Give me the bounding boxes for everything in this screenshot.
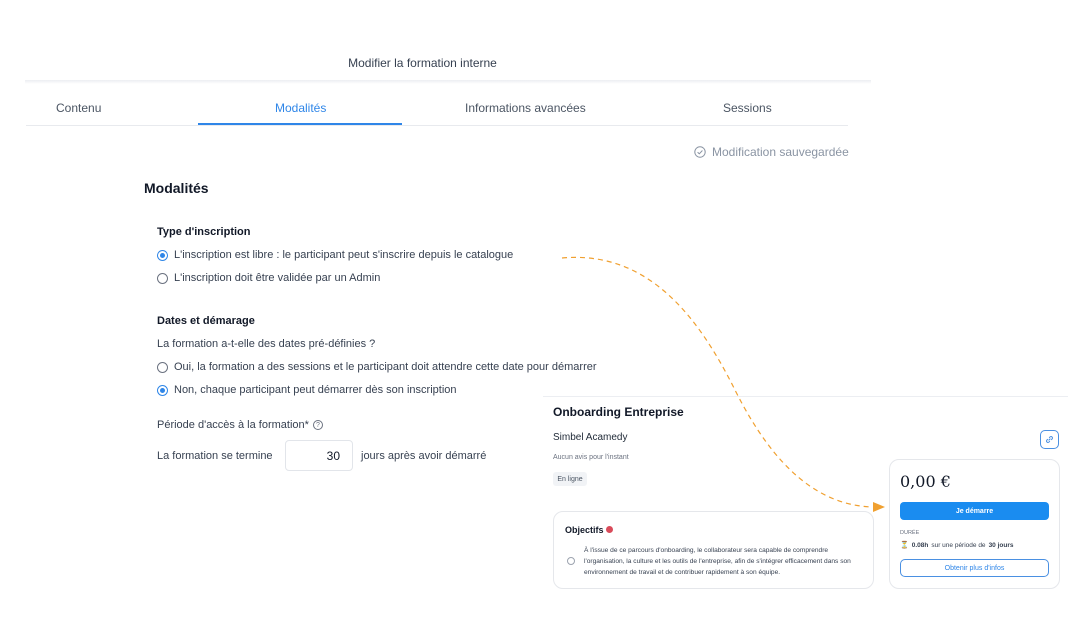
- link-icon: [1044, 434, 1055, 445]
- radio-dates-oui[interactable]: [157, 361, 597, 373]
- dates-heading: Dates et démarage: [157, 315, 255, 327]
- tab-informations-avancees[interactable]: Informations avancées: [465, 101, 586, 115]
- question-circle-icon[interactable]: ?: [313, 420, 323, 430]
- start-button[interactable]: Je démarre: [900, 502, 1049, 520]
- dates-question: La formation a-t-elle des dates pré-définies ?: [157, 338, 376, 350]
- reviews-text: Aucun avis pour l'instant: [553, 454, 629, 461]
- check-circle-icon: [694, 146, 706, 158]
- radio-button[interactable]: [157, 362, 168, 373]
- inscription-heading: Type d'inscription: [157, 226, 251, 238]
- active-tab-indicator: [198, 123, 402, 125]
- radio-button[interactable]: [157, 385, 168, 396]
- radio-label: Non, chaque participant peut démarrer dès son inscription: [174, 384, 457, 396]
- access-period-label: [157, 419, 323, 431]
- price: 0,00 €: [900, 472, 951, 491]
- save-status: [694, 145, 849, 159]
- tab-sessions[interactable]: Sessions: [723, 101, 772, 115]
- radio-inscription-libre[interactable]: [157, 249, 513, 261]
- preview-divider: [543, 396, 1068, 397]
- check-circle-icon: [567, 557, 575, 565]
- radio-label: L'inscription doit être validée par un Admin: [174, 272, 381, 284]
- objectives-title: Objectifs: [565, 525, 604, 535]
- target-icon: [606, 526, 613, 533]
- duration-value: 0.08h: [911, 541, 929, 549]
- tab-modalites[interactable]: Modalités: [275, 101, 327, 115]
- tab-contenu[interactable]: Contenu: [56, 101, 102, 115]
- access-period-text: Période d'accès à la formation*: [157, 419, 309, 431]
- header-divider: [25, 80, 871, 84]
- access-suffix: jours après avoir démarré: [361, 450, 487, 462]
- course-title: Onboarding Entreprise: [553, 405, 684, 419]
- duration-separator: sur une période de: [931, 541, 986, 549]
- radio-inscription-admin[interactable]: [157, 272, 380, 284]
- duration-period: 30 jours: [988, 541, 1014, 549]
- radio-button[interactable]: [157, 273, 168, 284]
- radio-button[interactable]: [157, 250, 168, 261]
- duration-label: DURÉE: [900, 530, 920, 536]
- radio-label: L'inscription est libre : le participant peut s'inscrire depuis le catalogue: [174, 249, 514, 261]
- tabs-divider: [26, 125, 848, 126]
- page-title: Modifier la formation interne: [348, 56, 497, 70]
- access-prefix: La formation se termine: [157, 450, 273, 462]
- course-author: Simbel Acamedy: [553, 432, 628, 443]
- radio-dates-non[interactable]: [157, 384, 457, 396]
- copy-link-button[interactable]: [1040, 430, 1059, 449]
- save-status-text: Modification sauvegardée: [712, 145, 849, 159]
- section-title: Modalités: [144, 180, 209, 196]
- duration-row: [900, 541, 1014, 549]
- more-info-button[interactable]: Obtenir plus d'infos: [900, 559, 1049, 577]
- access-days-input[interactable]: [285, 440, 353, 471]
- hourglass-icon: ⏳: [900, 542, 909, 549]
- objectives-text: À l'issue de ce parcours d'onboarding, le collaborateur sera capable de comprendre l'organisation, la culture et les outils de l'entreprise, afin de s'intégrer efficacement dans son environnement de travail et de contribuer rapidement à son équipe.: [584, 547, 851, 576]
- format-badge: En ligne: [553, 472, 587, 486]
- radio-label: Oui, la formation a des sessions et le participant doit attendre cette date pour démarrer: [174, 361, 597, 373]
